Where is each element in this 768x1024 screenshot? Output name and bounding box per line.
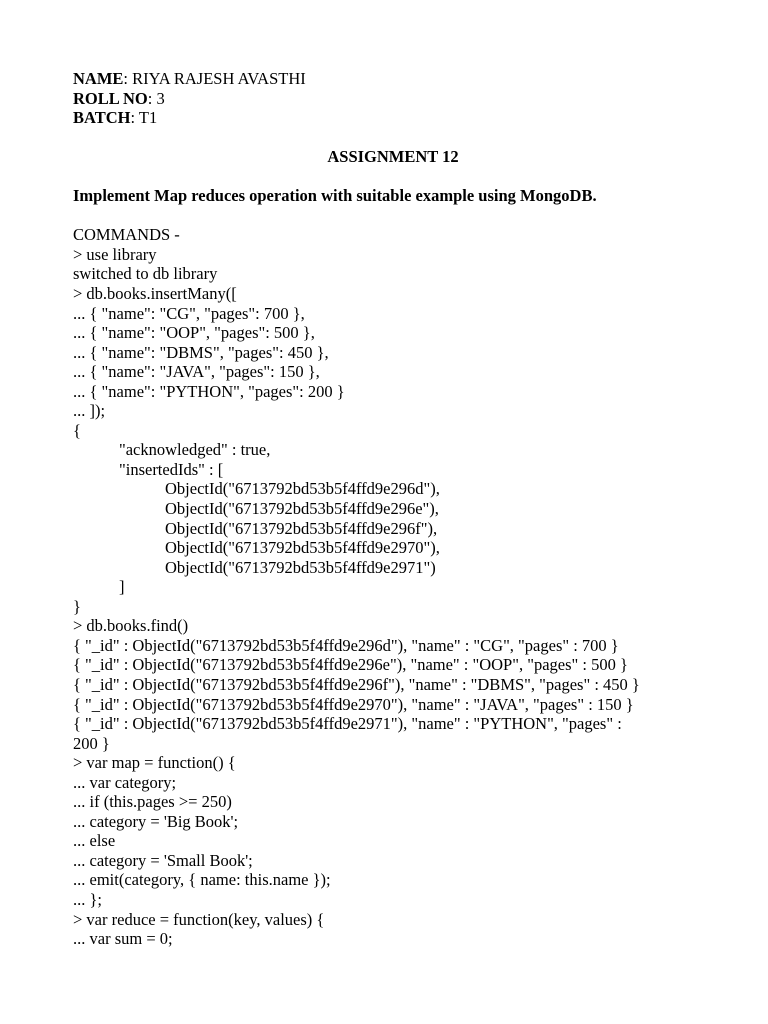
transcript-line: "acknowledged" : true, <box>119 440 271 460</box>
transcript-line: { "_id" : ObjectId("6713792bd53b5f4ffd9e296d"), "name" : "CG", "pages" : 700 } <box>73 635 619 655</box>
transcript-line: > var reduce = function(key, values) { <box>73 909 325 929</box>
transcript-line: "insertedIds" : [ <box>119 459 224 479</box>
transcript-line: ObjectId("6713792bd53b5f4ffd9e2970"), <box>165 538 440 558</box>
transcript-line: ... }; <box>73 889 103 909</box>
transcript-line: ... { "name": "OOP", "pages": 500 }, <box>73 323 315 343</box>
batch-value: : T1 <box>130 108 158 128</box>
transcript-line: > db.books.find() <box>73 616 189 636</box>
assignment-title: ASSIGNMENT 12 <box>327 147 459 167</box>
transcript-line: ObjectId("6713792bd53b5f4ffd9e296f"), <box>165 518 438 538</box>
transcript-line: { "_id" : ObjectId("6713792bd53b5f4ffd9e296f"), "name" : "DBMS", "pages" : 450 } <box>73 674 640 694</box>
transcript-line: ... emit(category, { name: this.name }); <box>73 870 331 890</box>
transcript-line: ... if (this.pages >= 250) <box>73 792 232 812</box>
commands-heading: COMMANDS - <box>73 225 180 245</box>
roll-value: : 3 <box>147 88 165 108</box>
transcript-line: ... ]); <box>73 401 106 421</box>
transcript-line: { "_id" : ObjectId("6713792bd53b5f4ffd9e2971"), "name" : "PYTHON", "pages" : <box>73 714 622 734</box>
transcript-line: ... { "name": "JAVA", "pages": 150 }, <box>73 362 320 382</box>
transcript-line: ... var sum = 0; <box>73 929 173 949</box>
transcript-line: ... else <box>73 831 116 851</box>
problem-statement: Implement Map reduces operation with suitable example using MongoDB. <box>73 186 597 206</box>
transcript-line: > var map = function() { <box>73 753 236 773</box>
transcript-line: > use library <box>73 244 157 264</box>
transcript-line: } <box>73 596 81 616</box>
transcript-line: switched to db library <box>73 264 218 284</box>
transcript-line: ... { "name": "PYTHON", "pages": 200 } <box>73 381 345 401</box>
student-name-line <box>73 69 713 89</box>
spacer <box>73 206 713 226</box>
transcript-line: ObjectId("6713792bd53b5f4ffd9e2971") <box>165 557 436 577</box>
spacer <box>73 167 713 187</box>
transcript-line: ... var category; <box>73 772 177 792</box>
transcript-line: { "_id" : ObjectId("6713792bd53b5f4ffd9e296e"), "name" : "OOP", "pages" : 500 } <box>73 655 628 675</box>
name-label: NAME <box>73 69 124 88</box>
command-transcript <box>73 245 713 949</box>
transcript-line: ... category = 'Small Book'; <box>73 850 253 870</box>
name-value: : RIYA RAJESH AVASTHI <box>123 69 306 88</box>
spacer <box>73 128 713 148</box>
batch-line <box>73 108 713 128</box>
transcript-line: ] <box>119 577 125 597</box>
document-page <box>73 69 713 949</box>
roll-no-line <box>73 89 713 109</box>
transcript-line: { <box>73 420 81 440</box>
transcript-line: ... { "name": "CG", "pages": 700 }, <box>73 303 305 323</box>
transcript-line: 200 } <box>73 733 110 753</box>
transcript-line: ObjectId("6713792bd53b5f4ffd9e296d"), <box>165 479 440 499</box>
transcript-line: ObjectId("6713792bd53b5f4ffd9e296e"), <box>165 499 439 519</box>
transcript-line: > db.books.insertMany([ <box>73 284 237 304</box>
batch-label: BATCH <box>73 108 131 128</box>
transcript-line: { "_id" : ObjectId("6713792bd53b5f4ffd9e2970"), "name" : "JAVA", "pages" : 150 } <box>73 694 634 714</box>
transcript-line: ... category = 'Big Book'; <box>73 811 239 831</box>
transcript-line: ... { "name": "DBMS", "pages": 450 }, <box>73 342 329 362</box>
roll-label: ROLL NO <box>73 88 148 108</box>
